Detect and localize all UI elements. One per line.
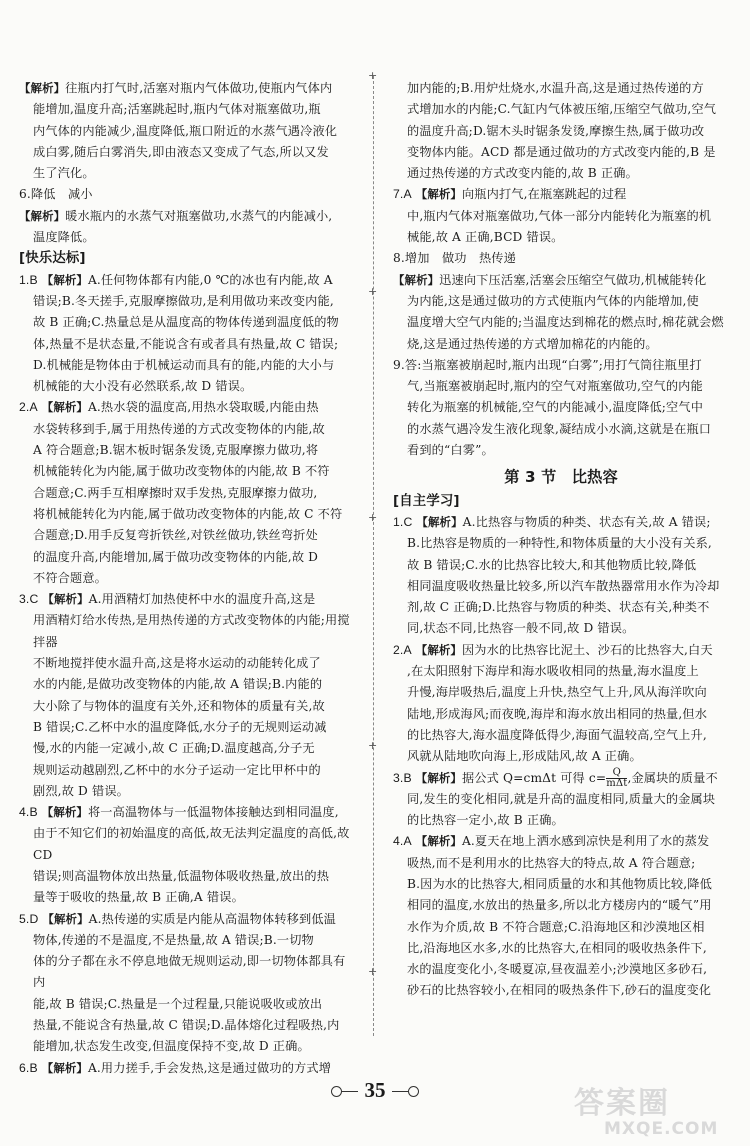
text-line: 体的分子都在永不停息地做无规则运动,即一切物体都具有内	[33, 954, 346, 990]
text-line: 暖水瓶内的水蒸气对瓶塞做功,水蒸气的内能减小,	[65, 208, 333, 223]
text-line: 故 B 错误;C.水的比热容比较大,和其他物质比较,降低	[407, 557, 697, 572]
text-line: 温度降低。	[33, 230, 95, 245]
text-line: 成白雾,随后白雾消失,即由液态又变成了气态,所以又发	[33, 144, 329, 159]
text-line: 往瓶内打气时,活塞对瓶内气体做功,使瓶内气体内	[65, 81, 333, 95]
text-line: 相同温度吸收热量比较多,所以汽车散热器常用水作为冷却	[407, 578, 720, 593]
text-line: A.用力搓手,手会发热,这是通过做功的方式增	[87, 1060, 332, 1075]
text-line: 能增加,温度升高;活塞跳起时,瓶内气体对瓶塞做功,瓶	[33, 102, 321, 117]
text-line: 烧,这是通过热传递的方式增加棉花的内能的。	[407, 336, 658, 351]
text-line: 能增加,状态发生改变,但温度保持不变,故 D 正确。	[33, 1039, 310, 1054]
analysis-tag: 【解析】	[42, 911, 89, 926]
analysis-tag: 【解析】	[415, 187, 462, 202]
text-line: 中,瓶内气体对瓶塞做功,气体一部分内能转化为瓶塞的机	[407, 208, 712, 223]
text-line: 的比热容大,海水温度降低得少,海面气温较高,空气上升,	[407, 727, 707, 742]
analysis-tag: 【解析】	[416, 514, 463, 529]
text-line: 的温度升高;D.锯木头时锯条发烫,摩擦生热,属于做功改	[407, 123, 705, 138]
text-line: A.夏天在地上洒水感到凉快是利用了水的蒸发	[461, 834, 710, 849]
text-line: A.热传递的实质是内能从高温物体转移到低温	[88, 911, 337, 926]
question-number: 4.A	[393, 834, 412, 849]
text-line: B.比热容是物质的一种特性,和物体质量的大小没有关系,	[407, 536, 712, 551]
text-line: 同,状态不同,比热容一般不同,故 D 错误。	[407, 621, 635, 636]
text-line: 同,发生的变化相同,就是升高的温度相同,质量大的金属块	[407, 791, 716, 806]
text-line: 水作为介质,故 B 不符合题意;C.沿海地区和沙漠地区相	[407, 919, 705, 934]
section-heading: [自主学习]	[393, 493, 460, 509]
text-line: 砂石的比热容较小,在相同的吸热条件下,砂石的温度变化	[407, 983, 712, 998]
question-number: 1.C	[393, 514, 413, 529]
question-number: 2.A	[393, 642, 412, 657]
text-line: 水的内能,是做功改变物体的内能,故 A 错误;B.内能的	[33, 677, 323, 692]
text-line: 温度增大空气内能的;当温度达到棉花的燃点时,棉花就会燃	[407, 315, 724, 330]
text-line: 陆地,形成海风;而夜晚,海岸和海水放出相同的热量,但水	[407, 706, 708, 721]
text-line: 故 B 正确;C.热量总是从温度高的物体传递到温度低的物	[33, 315, 339, 330]
watermark-url: MXQE.COM	[604, 1119, 719, 1139]
text-line: A.用酒精灯加热使杯中水的温度升高,这是	[88, 592, 316, 607]
text-line: 升慢,海岸吸热后,温度上升快,热空气上升,风从海洋吹向	[407, 685, 707, 700]
text-line: 通过热传递的方式改变内能的,故 B 正确。	[407, 166, 638, 181]
text-line: 体,热量不是状态量,不能说含有或者具有热量,故 C 错误;	[33, 336, 339, 351]
text-line: 能,故 B 错误;C.热量是一个过程量,只能说吸收或放出	[33, 996, 323, 1011]
text-line: 机械能转化为内能,属于做功改变物体的内能,故 B 不符	[33, 464, 330, 479]
text-line: A 符合题意;B.锯木板时锯条发烫,克服摩擦力做功,将	[33, 443, 319, 458]
text-line: 规则运动越剧烈,乙杯中的水分子运动一定比甲杯中的	[33, 762, 321, 777]
text-line: 吸热,而不是利用水的比热容大的特点,故 A 符合题意;	[407, 855, 696, 870]
text-line: 9.答:当瓶塞被崩起时,瓶内出现“白雾”;用打气筒往瓶里打	[393, 357, 702, 372]
analysis-tag: 【解析】	[42, 592, 89, 607]
analysis-tag: 【解析】	[41, 1060, 88, 1075]
text-line: 热量,不能说含有热量,故 C 错误;D.晶体熔化过程吸热,内	[33, 1018, 340, 1033]
text-line: A.比热容与物质的种类、状态有关,故 A 错误;	[462, 514, 711, 529]
section-heading: [快乐达标]	[19, 251, 86, 267]
text-line: 内气体的内能减少,温度降低,瓶口附近的水蒸气遇冷液化	[33, 123, 338, 138]
text-line: 慢,水的内能一定减小,故 C 正确;D.温度越高,分子无	[33, 741, 315, 756]
analysis-tag: 【解析】	[19, 208, 66, 223]
text-line: B.因为水的比热容大,相同质量的水和其他物质比较,降低	[407, 876, 712, 891]
divider-marker: +	[368, 69, 378, 82]
text-line: 为内能,这是通过做功的方式使瓶内气体的内能增加,使	[407, 293, 699, 308]
text-line: ,在太阳照射下海岸和海水吸收相同的热量,海水温度上	[407, 664, 699, 679]
question-number: 5.D	[19, 911, 39, 926]
text-line: 将机械能转化为内能,属于做功改变物体的内能,故 C 不符	[33, 506, 343, 521]
fraction-numerator: Q	[612, 766, 622, 778]
text-line: 械能,故 A 正确,BCD 错误。	[407, 230, 564, 245]
analysis-tag: 【解析】	[41, 805, 88, 820]
question-number: 4.B	[19, 805, 38, 820]
text-line: 错误;则高温物体放出热量,低温物体吸收热量,放出的热	[33, 868, 330, 883]
text-line: 因为水的比热容比泥土、沙石的比热容大,白天	[461, 642, 713, 657]
text-line: 变物体内能。ACD 都是通过做功的方式改变内能的,B 是	[407, 144, 716, 159]
text-line: ,金属块的质量不	[627, 770, 718, 785]
watermark-logo	[574, 1088, 744, 1142]
analysis-tag: 【解析】	[415, 642, 462, 657]
text-line: A.热水袋的温度高,用热水袋取暖,内能由热	[87, 400, 319, 415]
text-line: 风就从陆地吹向海上,形成陆风,故 A 正确。	[407, 749, 642, 764]
formula-fraction	[606, 768, 627, 789]
divider-marker: +	[368, 965, 378, 978]
text-line: 比,沿海地区水多,水的比热容大,在相同的吸收热条件下,	[407, 940, 707, 955]
watermark-text: 答案圈	[574, 1086, 670, 1121]
text-line: 转化为瓶塞的机械能,空气的内能减小,温度降低;空气中	[407, 400, 704, 415]
text-line: 的水蒸气遇冷发生液化现象,凝结成小水滴,这就是在瓶口	[407, 421, 712, 436]
text-line: 水的温度变化小,冬暖夏凉,昼夜温差小;沙漠地区多砂石,	[407, 962, 708, 977]
left-column	[19, 78, 357, 1079]
text-line: 机械能的大小没有必然联系,故 D 错误。	[33, 379, 253, 394]
text-line: 大小除了与物体的温度有关外,还和物体的质量有关,故	[33, 698, 325, 713]
text-line: 将一高温物体与一低温物体接触达到相同温度,	[87, 805, 339, 820]
text-line: 剂,故 C 正确;D.比热容与物质的种类、状态有关,种类不	[407, 600, 710, 615]
right-column	[393, 78, 729, 1002]
answer-analysis	[19, 78, 357, 99]
text-line: 不符合题意。	[33, 570, 108, 585]
answer-line: 8.增加 做功 热传递	[393, 251, 516, 266]
text-line: 迅速向下压活塞,活塞会压缩空气做功,机械能转化	[439, 272, 707, 287]
text-line: 式增加水的内能;C.气缸内气体被压缩,压缩空气做功,空气	[407, 102, 717, 117]
question-number: 3.B	[393, 770, 412, 785]
text-line: 水袋转移到手,属于用热传递的方式改变物体的内能,故	[33, 421, 325, 436]
text-line: 的比热容一定小,故 B 正确。	[407, 813, 564, 828]
text-line: 量等于吸收的热量,故 B 正确,A 错误。	[33, 890, 244, 905]
text-line: A.任何物体都有内能,0 ℃的冰也有内能,故 A	[87, 272, 333, 287]
formula-text: 据公式 Q=cmΔt 可得 c=	[461, 770, 607, 785]
question-number: 6.B	[19, 1060, 38, 1075]
question-number: 7.A	[393, 187, 412, 202]
text-line: 向瓶内打气,在瓶塞跳起的过程	[461, 187, 627, 202]
text-line: D.机械能是物体由于机械运动而具有的能,内能的大小与	[33, 357, 335, 372]
question-number: 2.A	[19, 400, 38, 415]
question-number: 1.B	[19, 272, 38, 287]
text-line: 相同的温度,水放出的热量多,所以北方楼房内的“暖气”用	[407, 898, 712, 913]
text-line: 错误;B.冬天搓手,克服摩擦做功,是利用做功来改变内能,	[33, 293, 334, 308]
text-line: 看到的“白雾”。	[407, 443, 494, 458]
divider-marker: +	[368, 285, 378, 298]
text-line: 剧烈,故 D 错误。	[33, 783, 130, 798]
text-line: 合题意;C.两手互相摩擦时双手发热,克服摩擦力做功,	[33, 485, 318, 500]
text-line: B 错误;C.乙杯中水的温度降低,水分子的无规则运动减	[33, 719, 327, 734]
text-line: 不断地搅拌使水温升高,这是将水运动的动能转化成了	[33, 656, 321, 671]
divider-marker: +	[368, 511, 378, 524]
divider-marker: +	[368, 739, 378, 752]
text-line: 由于不知它们的初始温度的高低,故无法判定温度的高低,故 CD	[33, 826, 350, 862]
answer-line: 6.降低 减小	[19, 187, 93, 202]
text-line: 气,当瓶塞被崩起时,瓶内的空气对瓶塞做功,空气的内能	[407, 379, 703, 394]
analysis-tag: 【解析】	[415, 770, 462, 785]
chapter-heading: 第 3 节 比热容	[504, 468, 618, 487]
text-line: 生了汽化。	[33, 166, 95, 181]
analysis-tag: 【解析】	[393, 272, 440, 287]
text-line: 的温度升高,内能增加,属于做功改变物体的内能,故 D	[33, 549, 319, 564]
center-dashed-divider	[373, 76, 374, 1036]
text-line: 加内能的;B.用炉灶烧水,水温升高,这是通过热传递的方	[407, 81, 704, 95]
analysis-tag: 【解析】	[41, 400, 88, 415]
analysis-tag: 【解析】	[415, 834, 462, 849]
fraction-denominator: mΔt	[606, 777, 628, 789]
analysis-tag: 【解析】	[41, 272, 88, 287]
page-number: 35	[364, 1078, 386, 1102]
text-line: 物体,传递的不是温度,不是热量,故 A 错误;B.一切物	[33, 932, 314, 947]
text-line: 合题意;D.用手反复弯折铁丝,对铁丝做功,铁丝弯折处	[33, 528, 318, 543]
text-line: 用酒精灯给水传热,是用热传递的方式改变物体的内能;用搅拌器	[33, 613, 350, 649]
analysis-tag: 【解析】	[19, 81, 66, 95]
question-number: 3.C	[19, 592, 39, 607]
